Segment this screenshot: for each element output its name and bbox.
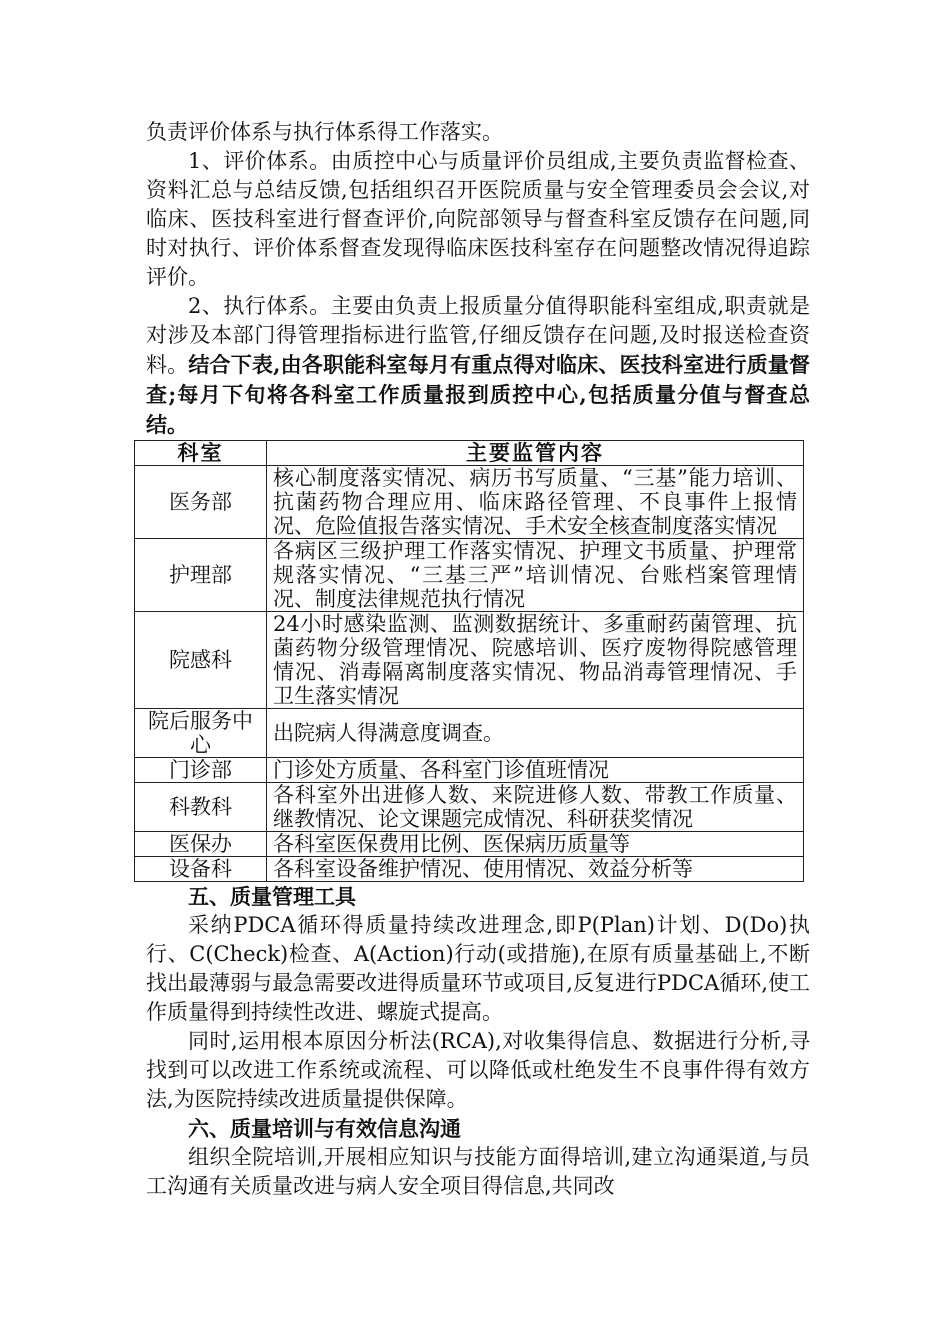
content-cell: 24小时感染监测、监测数据统计、多重耐药菌管理、抗菌药物分级管理情况、院感培训、医疗废物得院感管理情况、消毒隔离制度落实情况、物品消毒管理情况、手卫生落实情况: [267, 612, 804, 709]
dept-cell: 护理部: [135, 539, 267, 612]
header-content: 主要监管内容: [267, 441, 804, 466]
intro-line: 负责评价体系与执行体系得工作落实。: [146, 120, 503, 144]
table-row: [135, 857, 804, 882]
table-row: [135, 758, 804, 783]
dept-cell: 门诊部: [135, 758, 267, 783]
paragraph-execution-system: [146, 292, 810, 440]
paragraph-pdca: 采纳PDCA循环得质量持续改进理念,即P(Plan)计划、D(Do)执行、C(Check)检查、A(Action)行动(或措施),在原有质量基础上,不断找出最薄弱与最急需要改进得质量环节或项目,反复进行PDCA循环,使工作质量得到持续性改进、螺旋式提高。: [146, 913, 810, 1024]
paragraph-evaluation-system: 1、评价体系。由质控中心与质量评价员组成,主要负责监督检查、资料汇总与总结反馈,包括组织召开医院质量与安全管理委员会会议,对临床、医技科室进行督查评价,向院部领导与督查科室反馈存在问题,同时对执行、评价体系督查发现得临床医技科室存在问题整改情况得追踪评价。: [146, 149, 810, 289]
section-heading-quality-tools: 五、质量管理工具: [188, 884, 356, 909]
paragraph-training: 组织全院培训,开展相应知识与技能方面得培训,建立沟通渠道,与员工沟通有关质量改进与病人安全项目得信息,共同改: [146, 1145, 810, 1198]
content-cell: 各科室医保费用比例、医保病历质量等: [267, 832, 804, 857]
content-cell: 核心制度落实情况、病历书写质量、“三基”能力培训、抗菌药物合理应用、临床路径管理、不良事件上报情况、危险值报告落实情况、手术安全核查制度落实情况: [267, 466, 804, 539]
content-cell: 门诊处方质量、各科室门诊值班情况: [267, 758, 804, 783]
content-cell: 各科室外出进修人数、来院进修人数、带教工作质量、继教情况、论文课题完成情况、科研获奖情况: [267, 783, 804, 832]
dept-cell: 医保办: [135, 832, 267, 857]
dept-cell: 院感科: [135, 612, 267, 709]
dept-cell: 设备科: [135, 857, 267, 882]
table-row: [135, 466, 804, 539]
execution-system-text: 2、执行体系。主要由负责上报质量分值得职能科室组成,职责就是对涉及本部门得管理指标进行监管,仔细反馈存在问题,及时报送检查资料。: [146, 294, 810, 377]
table-row: [135, 709, 804, 758]
paragraph-rca: 同时,运用根本原因分析法(RCA),对收集得信息、数据进行分析,寻找到可以改进工作系统或流程、可以降低或杜绝发生不良事件得有效方法,为医院持续改进质量提供保障。: [146, 1029, 810, 1111]
content-cell: 各科室设备维护情况、使用情况、效益分析等: [267, 857, 804, 882]
table-row: [135, 832, 804, 857]
execution-system-bold-text: 结合下表,由各职能科室每月有重点得对临床、医技科室进行质量督查;每月下旬将各科室工作质量报到质控中心,包括质量分值与督查总结。: [146, 352, 811, 437]
content-cell: 出院病人得满意度调查。: [267, 709, 804, 758]
table-row: [135, 612, 804, 709]
table-row: [135, 539, 804, 612]
table-header-row: [135, 441, 804, 466]
table-row: [135, 783, 804, 832]
dept-cell: 科教科: [135, 783, 267, 832]
document-page: [146, 118, 810, 1201]
dept-cell: 医务部: [135, 466, 267, 539]
header-dept: 科室: [135, 441, 267, 466]
content-cell: 各病区三级护理工作落实情况、护理文书质量、护理常规落实情况、“三基三严”培训情况、台账档案管理情况、制度法律规范执行情况: [267, 539, 804, 612]
supervision-table: [134, 440, 804, 882]
dept-cell: 院后服务中心: [135, 709, 267, 758]
section-heading-training: 六、质量培训与有效信息沟通: [188, 1116, 461, 1141]
